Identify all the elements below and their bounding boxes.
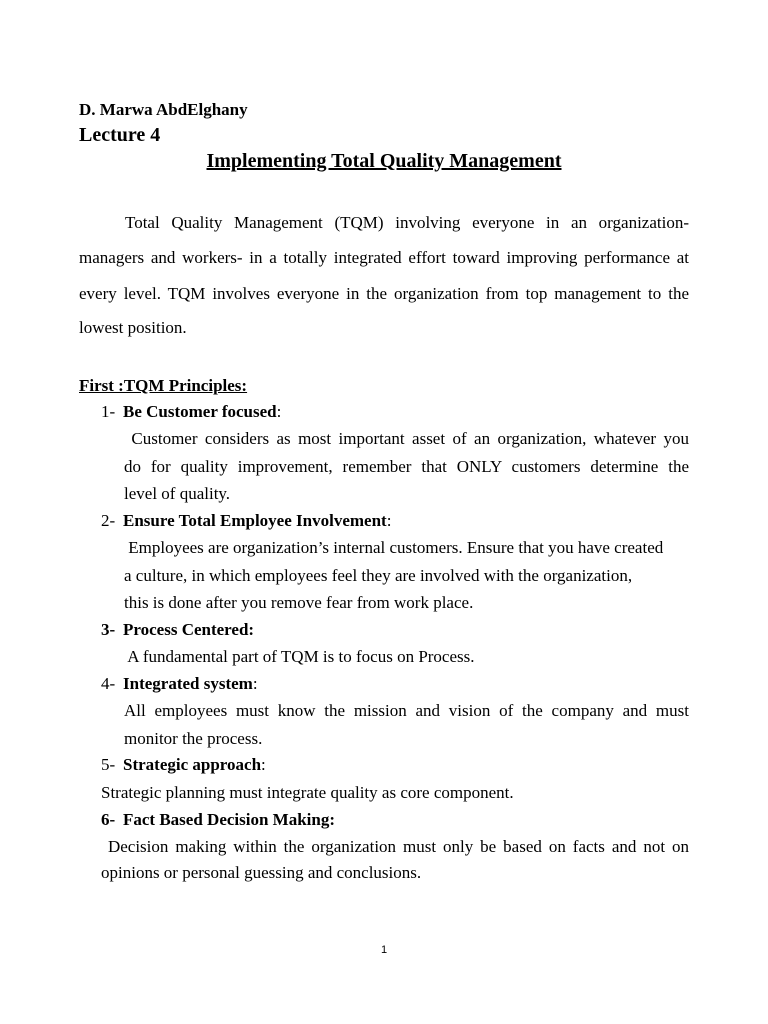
principle-1-number: 1- <box>101 402 116 421</box>
principle-3-heading <box>101 620 254 640</box>
principle-6-line-1: Decision making within the organization must only be based on facts and not on <box>101 837 689 856</box>
principle-1-line-2: do for quality improvement, remember that ONLY customers determine the <box>124 457 689 476</box>
principle-6-title: Fact Based Decision Making: <box>123 810 336 829</box>
principle-2-suffix: : <box>386 511 392 530</box>
principle-4-line-1: All employees must know the mission and vision of the company and must <box>124 701 689 720</box>
principle-4-line-2: monitor the process. <box>124 729 263 748</box>
page-number: 1 <box>380 944 388 956</box>
principle-5-title: Strategic approach <box>123 755 262 774</box>
principle-4-suffix: : <box>252 674 258 693</box>
principle-2-heading <box>101 511 391 531</box>
intro-line-1: Total Quality Management (TQM) involving everyone in an organization- <box>125 213 689 232</box>
intro-line-4: lowest position. <box>79 318 187 337</box>
principle-3-number: 3- <box>101 620 116 639</box>
principle-4-number: 4- <box>101 674 116 693</box>
principle-1-line-3: level of quality. <box>124 484 231 503</box>
principle-6-number: 6- <box>101 810 116 829</box>
principle-1-title: Be Customer focused <box>123 402 277 421</box>
lecture-number: Lecture 4 <box>79 124 161 146</box>
principle-3-title: Process Centered: <box>123 620 255 639</box>
principle-1-suffix: : <box>276 402 282 421</box>
principle-6-line-2: opinions or personal guessing and conclusions. <box>101 863 422 882</box>
principle-4-title: Integrated system <box>123 674 253 693</box>
principle-2-title: Ensure Total Employee Involvement <box>123 511 387 530</box>
principle-1-line-1: Customer considers as most important asset of an organization, whatever you <box>124 429 689 448</box>
principle-6-heading <box>101 810 335 830</box>
principle-2-number: 2- <box>101 511 116 530</box>
principle-5-heading <box>101 755 266 775</box>
principle-4-heading <box>101 674 258 694</box>
principle-5-number: 5- <box>101 755 116 774</box>
principle-2-line-1: Employees are organization’s internal customers. Ensure that you have created <box>124 538 664 557</box>
principle-1-heading <box>101 402 281 422</box>
document-title-text: Implementing Total Quality Management <box>206 150 562 172</box>
principle-2-line-2: a culture, in which employees feel they are involved with the organization, <box>124 566 633 585</box>
document-title <box>0 150 768 173</box>
intro-line-2: managers and workers- in a totally integrated effort toward improving performance at <box>79 248 689 267</box>
principle-3-line-1: A fundamental part of TQM is to focus on Process. <box>124 647 475 666</box>
principle-2-line-3: this is done after you remove fear from work place. <box>124 593 474 612</box>
principle-5-suffix: : <box>261 755 266 774</box>
section-heading: First :TQM Principles: <box>79 376 248 395</box>
author-name: D. Marwa AbdElghany <box>79 100 248 119</box>
principle-5-line-1: Strategic planning must integrate quality as core component. <box>101 783 514 802</box>
intro-line-3: every level. TQM involves everyone in the organization from top management to the <box>79 284 689 303</box>
